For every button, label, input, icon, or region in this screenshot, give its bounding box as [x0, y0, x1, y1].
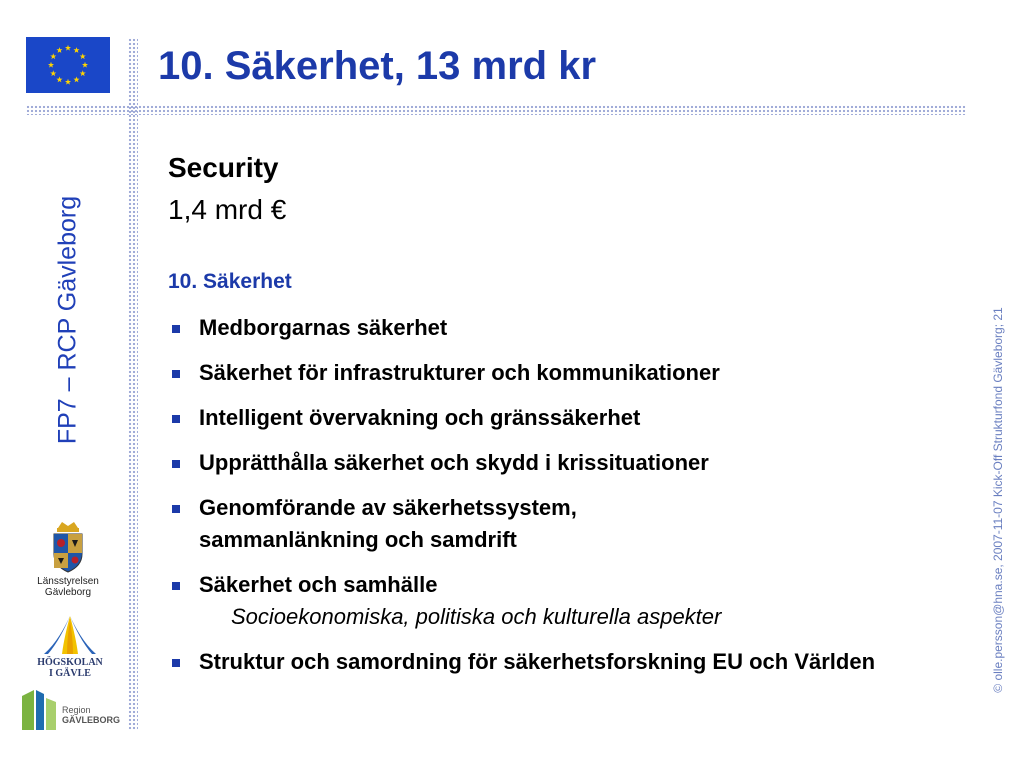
bullet-text: Upprätthålla säkerhet och skydd i krissituationer: [199, 450, 709, 475]
list-item: [168, 492, 719, 556]
star-icon: [80, 70, 86, 76]
region-line2: GÄVLEBORG: [62, 715, 121, 725]
bullet-subtext: Socioekonomiska, politiska och kulturella aspekter: [231, 604, 722, 629]
star-icon: [73, 77, 79, 83]
hogskolan-emblem-icon: [40, 612, 100, 656]
budget-amount: 1,4 mrd €: [168, 194, 287, 225]
hogskolan-line2: I GÄVLE: [49, 668, 91, 679]
bullet-text: Säkerhet för infrastrukturer och kommunikationer: [199, 360, 720, 385]
region-line1: Region: [62, 705, 91, 715]
eu-stars-icon: [26, 37, 110, 93]
list-item: [168, 402, 908, 434]
list-item: [168, 357, 908, 389]
star-icon: [82, 62, 88, 68]
bullet-text: Intelligent övervakning och gränssäkerhet: [199, 405, 641, 430]
star-icon: [65, 45, 71, 51]
list-item: [168, 569, 908, 633]
star-icon: [56, 77, 62, 83]
footer-credit: © olle.persson@hna.se, 2007-11-07 Kick-Off Strukturfond Gävleborg; 21: [991, 307, 1005, 693]
list-item: [168, 312, 908, 344]
lansstyrelsen-logo: [32, 520, 104, 598]
horizontal-divider: [26, 105, 966, 115]
square-bullet-icon: [172, 659, 180, 667]
bullet-text: Struktur och samordning för säkerhetsforskning EU och Världen: [199, 649, 876, 674]
eu-flag-icon: [26, 37, 110, 93]
hogskolan-line1: HÖGSKOLAN: [37, 657, 103, 668]
region-emblem-icon: [20, 688, 58, 732]
lansstyrelsen-line2: Gävleborg: [44, 587, 92, 598]
bullet-text: Medborgarnas säkerhet: [199, 315, 448, 340]
list-item: [168, 447, 908, 479]
star-icon: [65, 79, 71, 85]
bullet-text: Genomförande av säkerhetssystem, sammanlänkning och samdrift: [199, 495, 577, 552]
star-icon: [48, 62, 54, 68]
region-gavleborg-logo: [20, 688, 124, 732]
square-bullet-icon: [172, 460, 180, 468]
star-icon: [50, 53, 56, 59]
square-bullet-icon: [172, 582, 180, 590]
star-icon: [50, 70, 56, 76]
section-heading: 10. Säkerhet: [168, 270, 292, 293]
slide-subtitle: Security: [168, 152, 279, 183]
star-icon: [73, 47, 79, 53]
sidebar-label: FP7 – RCP Gävleborg: [53, 195, 82, 445]
lansstyrelsen-line1: Länsstyrelsen: [37, 576, 99, 587]
square-bullet-icon: [172, 370, 180, 378]
bullet-text: Säkerhet och samhälle: [199, 572, 438, 597]
square-bullet-icon: [172, 505, 180, 513]
coat-of-arms-icon: [48, 520, 88, 574]
vertical-divider: [128, 38, 138, 730]
bullet-list: [168, 312, 908, 691]
list-item: [168, 646, 899, 678]
square-bullet-icon: [172, 325, 180, 333]
hogskolan-logo: [30, 612, 110, 679]
star-icon: [56, 47, 62, 53]
slide-title: 10. Säkerhet, 13 mrd kr: [158, 44, 597, 88]
star-icon: [80, 53, 86, 59]
square-bullet-icon: [172, 415, 180, 423]
